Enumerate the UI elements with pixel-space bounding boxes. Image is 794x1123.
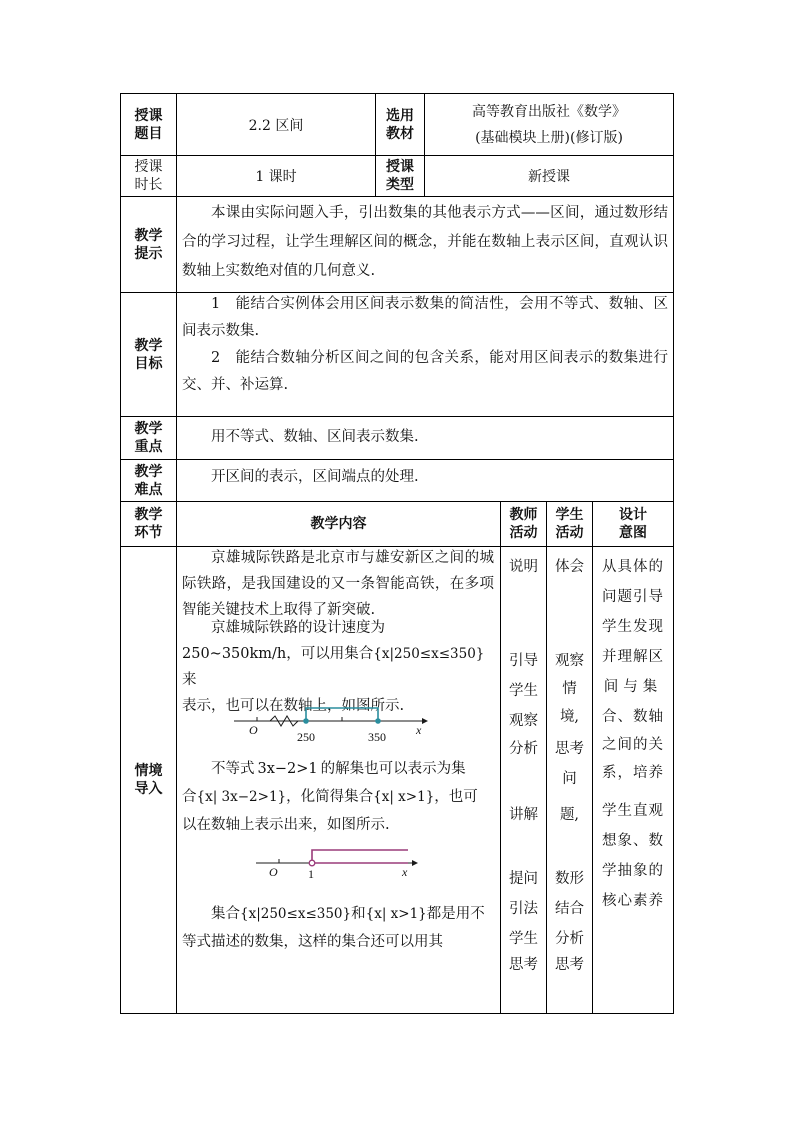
fig2-axis-arrow [412,860,418,866]
fig1-tick-250: 250 [297,730,315,744]
number-line-figure-2 [252,842,422,884]
set-inequality: {x| 3x−2>1} [196,789,287,805]
fig1-tick-350: 350 [368,730,386,744]
fig1-point-250 [303,718,309,724]
student-activity-column: 体会 观察 情 境, 思考 问 题, 数形 结合 分析 思考 [555,559,584,973]
set-250-350: {x|250≤x≤350} [373,646,485,662]
number-line-figure-1 [230,700,430,746]
label-key-points: 教学 重点 [134,421,163,455]
set-x-gt-1: {x| x>1} [373,789,435,805]
fig1-axis-arrow [422,718,428,724]
key-points: 用不等式、数轴、区间表示数集. [211,429,419,445]
intro-paragraph-2: 京雄城际铁路的设计速度为 250~350km/h，可以用集合{x|250≤x≤350}来 表示，也可以在数轴上，如图所示. [182,620,485,714]
inequality: 3x−2>1 [257,761,318,777]
fig1-axis-label: x [416,723,422,737]
lesson-topic: 2.2 区间 [248,117,304,134]
label-tips: 教学 提示 [134,227,163,262]
fig1-point-350 [375,718,381,724]
fig2-axis-label: x [402,865,408,879]
stage-intro: 情境 导入 [134,763,163,797]
label-lesson-type: 授课 类型 [386,159,414,193]
textbook-name: 高等教育出版社《数学》 (基础模块上册)(修订版) [472,103,626,146]
intro-paragraph-3: 不等式 3x−2>1 的解集也可以表示为集 合{x| 3x−2>1}，化简得集合{x| x>1}，也可 以在数轴上表示出来，如图所示. [182,761,478,833]
fig2-origin-label: O [269,865,278,879]
lesson-duration: 1 课时 [255,169,297,185]
teaching-goal-1: 1 能结合实例体会用区间表示数集的简洁性，会用不等式、数轴、区间表示数集. [182,296,668,339]
difficulties: 开区间的表示，区间端点的处理. [211,469,419,485]
set-x-gt-1-b: {x| x>1} [365,906,427,922]
label-goals: 教学 目标 [134,337,163,372]
label-textbook: 选用 教材 [386,107,414,142]
teaching-tips: 本课由实际问题入手，引出数集的其他表示方式——区间，通过数形结合的学习过程，让学生理解区间的概念，并能在数轴上表示区间，直观认识数轴上实数绝对值的几何意义. [182,205,668,279]
design-intent-column: 从具体的 问题引导 学生发现 并理解区 间与集 合、数轴 之间的关 系，培养 学生直观 想象、数 学抽象的 核心素养 [602,559,664,909]
set-250-350-b: {x|250≤x≤350} [240,906,352,922]
teacher-activity-column: 说明 引导 学生 观察 分析 讲解 提问 引法 学生 思考 [509,559,538,973]
header-content: 教学内容 [310,516,367,532]
lesson-type: 新授课 [528,169,570,185]
label-topic: 授课 题目 [134,107,163,142]
intro-paragraph-1: 京雄城际铁路是北京市与雄安新区之间的城际铁路，是我国建设的又一条智能高铁，在多项智能关键技术上取得了新突破. [182,550,494,618]
fig1-origin-label: O [249,723,258,737]
teaching-goal-2: 2 能结合数轴分析区间之间的包含关系，能对用区间表示的数集进行交、并、补运算. [182,350,668,393]
label-duration: 授课 时长 [134,159,163,193]
header-teacher-activity: 教师 活动 [509,507,538,541]
header-stage: 教学 环节 [134,507,163,541]
header-student-activity: 学生 活动 [555,507,584,541]
label-difficulties: 教学 难点 [134,463,163,498]
header-design-intent: 设计 意图 [619,507,647,541]
fig2-tick-1: 1 [308,867,314,881]
fig2-open-point-1 [309,860,315,866]
fig2-ray [312,850,408,860]
intro-paragraph-4: 集合{x|250≤x≤350}和{x| x>1}都是用不 等式描述的数集，这样的集合还可以用其 [182,906,485,950]
